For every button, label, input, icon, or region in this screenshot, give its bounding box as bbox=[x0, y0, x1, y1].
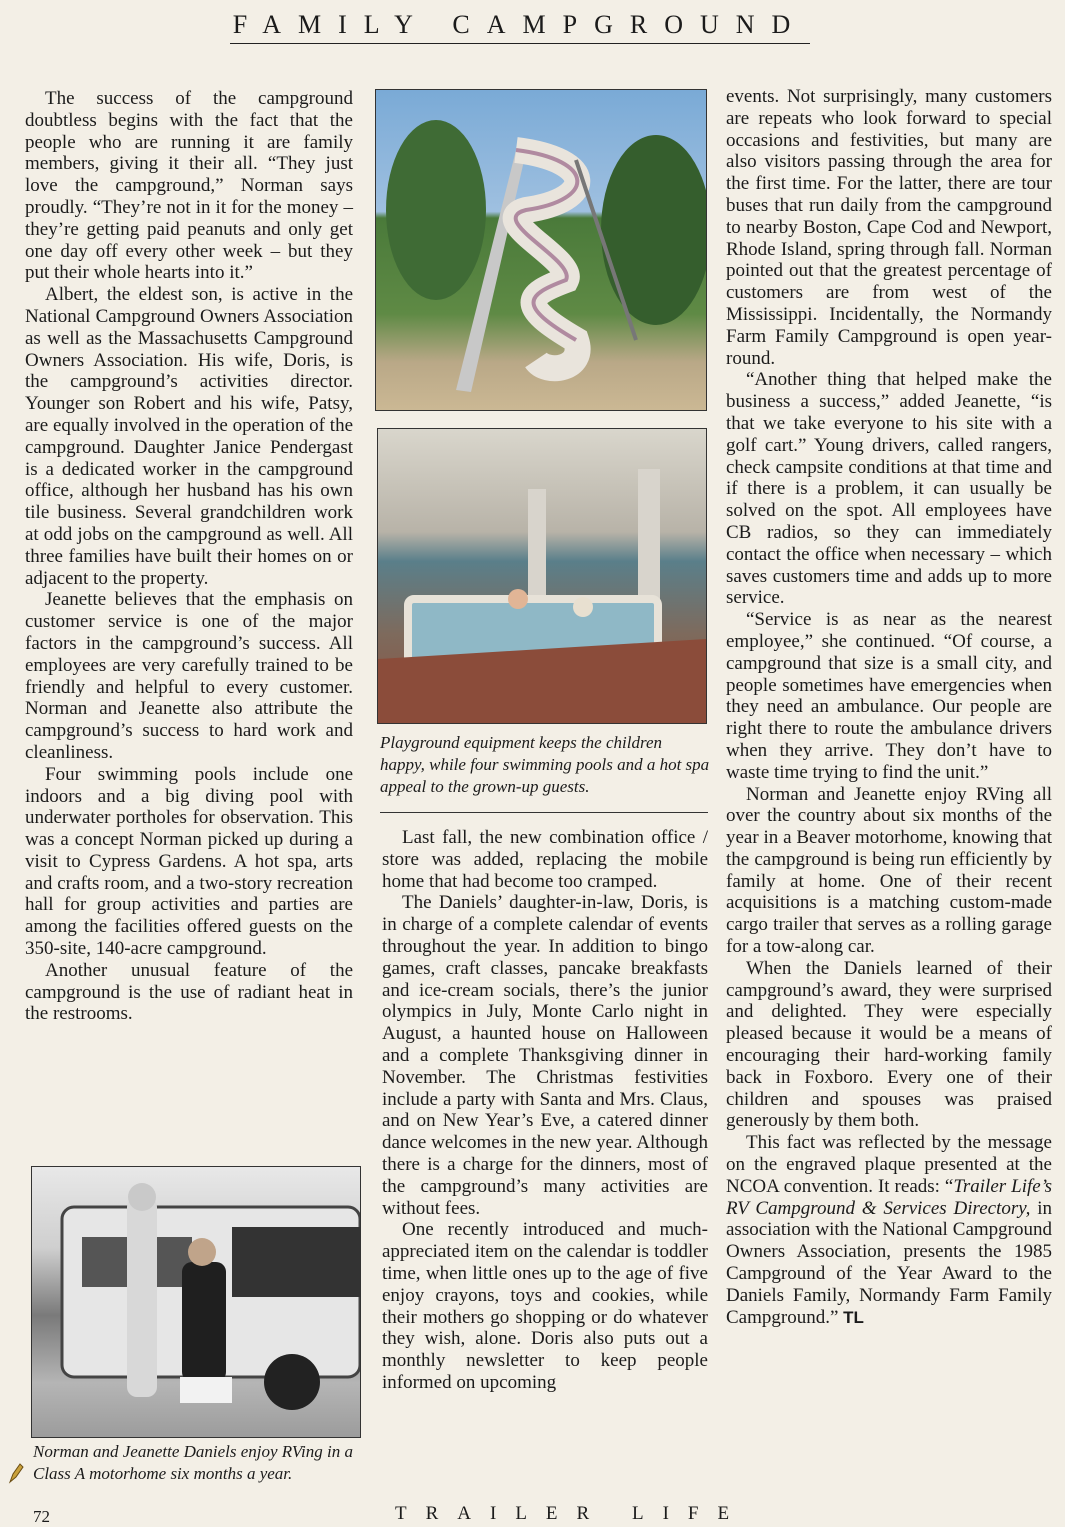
divider bbox=[380, 812, 708, 813]
paragraph: Albert, the eldest son, is active in the National Campground Owners Association as well as the Massachusetts Campground Owners Association. His wife, Doris, is the campground’s activities director. Younger son Robert and his wife, Patsy, are equally involved in the operation of the campground. Daughter Janice Pendergast is a dedicated worker in the campground office, although her husband has his own tile business. Several grandchildren work at odd jobs on the campground as well. All three families have built their homes on or adjacent to the property. bbox=[25, 284, 353, 589]
motorhome-illustration bbox=[32, 1167, 360, 1437]
paragraph: The Daniels’ daughter-in-law, Doris, is in charge of a complete calendar of events throughout the year. In addition to bingo games, craft classes, pancake breakfasts and ice-cream socials, there’s the junior olympics in July, Monte Carlo night in August, a haunted house on Halloween and a complete Thanksgiving dinner in November. The Christmas festivities include a party with Santa and Mrs. Claus, and on New Year’s Eve, a catered dinner dance welcomes in the new year. Although there is a charge for the dinners, most of the campground’s many activities are without fees. bbox=[382, 892, 708, 1219]
paragraph: Last fall, the new combination office / store was added, replacing the mobile home that had become too cramped. bbox=[382, 827, 708, 892]
hot-spa-illustration bbox=[378, 429, 706, 723]
paragraph: events. Not surprisingly, many customers are repeats who look forward to special occasions and festivities, but many are also visitors passing through the area for the first time. For the latter, there are tour buses that run daily from the campground to nearby Boston, Cape Cod and Newport, Rhode Island, spring through fall. Norman pointed out that the greatest percentage of customers are from west of the Mississippi. Incidentally, the Normandy Farm Family Campground is open year-round. bbox=[726, 86, 1052, 369]
motorhome-photo bbox=[31, 1166, 361, 1438]
water-slide-illustration bbox=[376, 90, 706, 410]
paragraph: Norman and Jeanette enjoy RVing all over the country about six months of the year in a Beaver motorhome, knowing that the campground is being run efficiently by family at home. One of their recent acquisitions is a matching custom-made cargo trailer that serves as a rolling garage for a tow-along car. bbox=[726, 783, 1052, 958]
paragraph: Four swimming pools include one indoors and a big diving pool with underwater portholes for observation. This was a concept Norman picked up during a visit to Cypress Gardens. A hot spa, arts and crafts room, and a two-story recreation hall for group activities and parties are among the facilities offered guests on the 350-site, 140-acre campground. bbox=[25, 763, 353, 960]
page-header: FAMILY CAMPGROUND bbox=[230, 10, 810, 44]
paragraph: “Another thing that helped make the business a success,” added Jeanette, “is that we take everyone to his site with a golf cart.” Young drivers, called rangers, check campsite conditions at that time and if there is a problem, it can usually be solved on the spot. All employees have CB radios, so they can immediately contact the office when necessary – which saves customers time and adds up to more service. bbox=[726, 369, 1052, 609]
plaque-text-start: This fact was reflected by the message on the engraved plaque presented at the NCOA convention. It reads: “ bbox=[726, 1132, 1052, 1197]
pencil-icon bbox=[8, 1462, 24, 1484]
signoff: TL bbox=[843, 1307, 864, 1327]
photo-caption: Norman and Jeanette Daniels enjoy RVing in a Class A motorhome six months a year. bbox=[33, 1442, 353, 1483]
magazine-name: TRAILER LIFE bbox=[395, 1503, 749, 1524]
article-column-3 bbox=[726, 86, 1052, 1328]
paragraph: The success of the campground doubtless begins with the fact that the people who are running it are family members, giving it their all. “They just love the campground,” Norman says proudly. “They’re not in it for the money – they’re getting paid peanuts and only get one day off every other week – but they put their whole hearts into it.” bbox=[25, 88, 353, 284]
paragraph: One recently introduced and much-appreciated item on the calendar is toddler time, when little ones up to the age of five enjoy crayons, toys and cookies, while their mothers go shopping or do whatever they wish, alone. Doris also puts out a monthly newsletter to keep people informed on upcoming bbox=[382, 1219, 708, 1393]
hot-spa-photo bbox=[377, 428, 707, 724]
article-column-1 bbox=[25, 88, 353, 1025]
paragraph: Another unusual feature of the campground is the use of radiant heat in the restrooms. bbox=[25, 959, 353, 1025]
paragraph bbox=[726, 1132, 1052, 1328]
water-slide-photo bbox=[375, 89, 707, 411]
plaque-title: Trailer Life’s RV Campground & Services Directory, bbox=[726, 1175, 1052, 1219]
page-number: 72 bbox=[33, 1507, 50, 1526]
paragraph: Jeanette believes that the emphasis on customer service is one of the major factors in the campground’s success. All employees are very carefully trained to be friendly and helpful to every customer. Norman and Jeanette also attribute the campground’s success to hard work and cleanliness. bbox=[25, 589, 353, 763]
paragraph: When the Daniels learned of their campground’s award, they were surprised and delighted. They were especially pleased because it would be a means of encouraging their hard-working family back in Foxboro. Every one of their children and spouses was praised generously by them both. bbox=[726, 957, 1052, 1132]
photo-caption: Playground equipment keeps the children happy, while four swimming pools and a hot spa appeal to the grown-up guests. bbox=[380, 733, 710, 796]
article-column-2 bbox=[382, 827, 708, 1394]
plaque-text-end: in association with the National Campground Owners Association, presents the 1985 Campground of the Year Award to the Daniels Family, Normandy Farm Family Campground.” bbox=[726, 1197, 1052, 1328]
paragraph: “Service is as near as the nearest employee,” she continued. “Of course, a campground that size is a small city, and people sometimes have emergencies when they need an ambulance. Our people are right there to route the ambulance drivers when they arrive. They don’t have to waste time trying to find the unit.” bbox=[726, 609, 1052, 783]
